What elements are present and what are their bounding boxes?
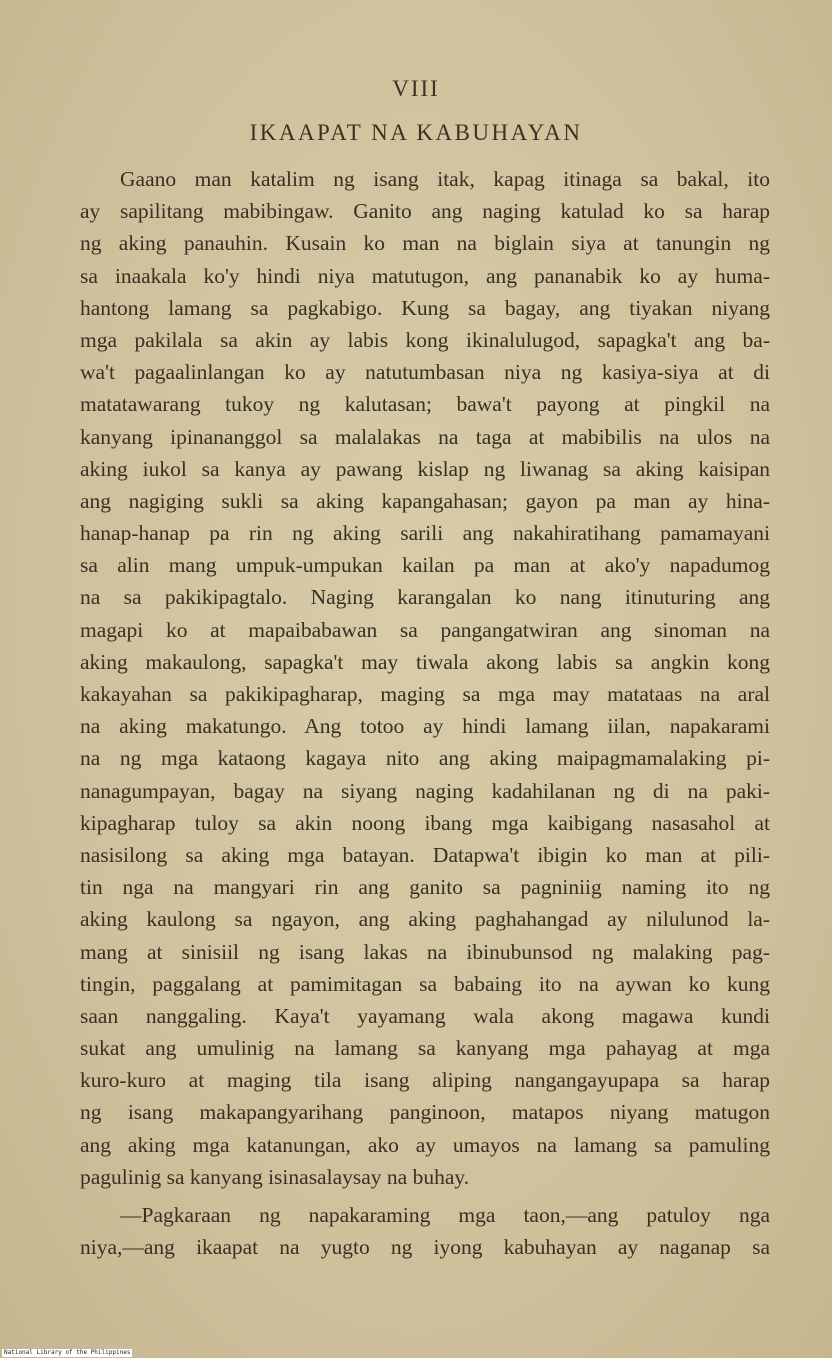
text-line: aking iukol sa kanya ay pawang kislap ng liwanag sa aking kaisipan bbox=[80, 456, 770, 481]
text-line: na sa pakikipagtalo. Naging karangalan ko nang itinuturing ang bbox=[80, 585, 770, 610]
text-line: mga pakilala sa akin ay labis kong ikinalulugod, sapagka't ang ba- bbox=[80, 327, 770, 352]
text-line: kakayahan sa pakikipagharap, maging sa mga may matataas na aral bbox=[80, 682, 770, 706]
text-line: saan nanggaling. Kaya't yayamang wala akong magawa kundi bbox=[80, 1003, 770, 1028]
text-line: pagulinig sa kanyang isinasalaysay na buhay. bbox=[80, 1164, 470, 1189]
text-line: na aking makatungo. Ang totoo ay hindi lamang iilan, napakarami bbox=[80, 714, 770, 739]
library-credit: National Library of the Philippines bbox=[4, 1349, 131, 1356]
text-line: aking makaulong, sapagka't may tiwala akong labis sa angkin kong bbox=[80, 649, 770, 674]
text-line: nanagumpayan, bagay na siyang naging kadahilanan ng di na paki- bbox=[80, 778, 770, 803]
text-line: Gaano man katalim ng isang itak, kapag itinaga sa bakal, ito bbox=[120, 167, 770, 191]
text-line: sa alin mang umpuk-umpukan kailan pa man at ako'y napadumog bbox=[80, 553, 770, 578]
text-line: na ng mga kataong kagaya nito ang aking maipagmamalaking pi- bbox=[80, 746, 770, 771]
text-line: aking kaulong sa ngayon, ang aking paghahangad ay nilulunod la- bbox=[80, 907, 770, 932]
chapter-number: VIII bbox=[392, 76, 440, 101]
text-line: sa inaakala ko'y hindi niya matutugon, ang pananabik ko ay huma- bbox=[80, 263, 770, 288]
text-line: sukat ang umulinig na lamang sa kanyang mga pahayag at mga bbox=[80, 1036, 770, 1061]
text-line: —Pagkaraan ng napakaraming mga taon,—ang patuloy nga bbox=[120, 1203, 770, 1227]
text-line: ng isang makapangyarihang panginoon, matapos niyang matugon bbox=[80, 1100, 770, 1125]
text-line: ang aking mga katanungan, ako ay umayos na lamang sa pamuling bbox=[80, 1132, 770, 1157]
chapter-title: IKAAPAT NA KABUHAYAN bbox=[249, 120, 583, 145]
text-line: kipagharap tuloy sa akin noong ibang mga kaibigang nasasahol at bbox=[80, 810, 770, 835]
text-line: tin nga na mangyari rin ang ganito sa pagniniig naming ito ng bbox=[80, 875, 770, 900]
body-text bbox=[80, 163, 770, 1263]
text-line: ay sapilitang mabibingaw. Ganito ang naging katulad ko sa harap bbox=[80, 199, 770, 224]
text-line: mang at sinisiil ng isang lakas na ibinubunsod ng malaking pag- bbox=[80, 939, 770, 964]
text-line: wa't pagaalinlangan ko ay natutumbasan niya ng kasiya-siya at di bbox=[80, 360, 770, 385]
text-line: magapi ko at mapaibabawan sa pangangatwiran ang sinoman na bbox=[80, 617, 770, 642]
text-line: hanap-hanap pa rin ng aking sarili ang nakahiratihang pamamayani bbox=[80, 521, 770, 546]
text-line: hantong lamang sa pagkabigo. Kung sa bagay, ang tiyakan niyang bbox=[80, 295, 770, 320]
text-line: ng aking panauhin. Kusain ko man na biglain siya at tanungin ng bbox=[80, 231, 770, 256]
text-line: tingin, paggalang at pamimitagan sa babaing ito na aywan ko kung bbox=[80, 971, 770, 996]
text-line: matatawarang tukoy ng kalutasan; bawa't payong at pingkil na bbox=[80, 392, 770, 417]
text-line: kanyang ipinananggol sa malalakas na taga at mabibilis na ulos na bbox=[80, 424, 770, 449]
text-line: nasisilong sa aking mga batayan. Datapwa't ibigin ko man at pili- bbox=[80, 842, 770, 867]
text-line: kuro-kuro at maging tila isang aliping nangangayupapa sa harap bbox=[80, 1068, 770, 1093]
text-line: niya,—ang ikaapat na yugto ng iyong kabuhayan ay naganap sa bbox=[80, 1235, 770, 1260]
text-line: ang nagiging sukli sa aking kapangahasan; gayon pa man ay hina- bbox=[80, 488, 770, 513]
